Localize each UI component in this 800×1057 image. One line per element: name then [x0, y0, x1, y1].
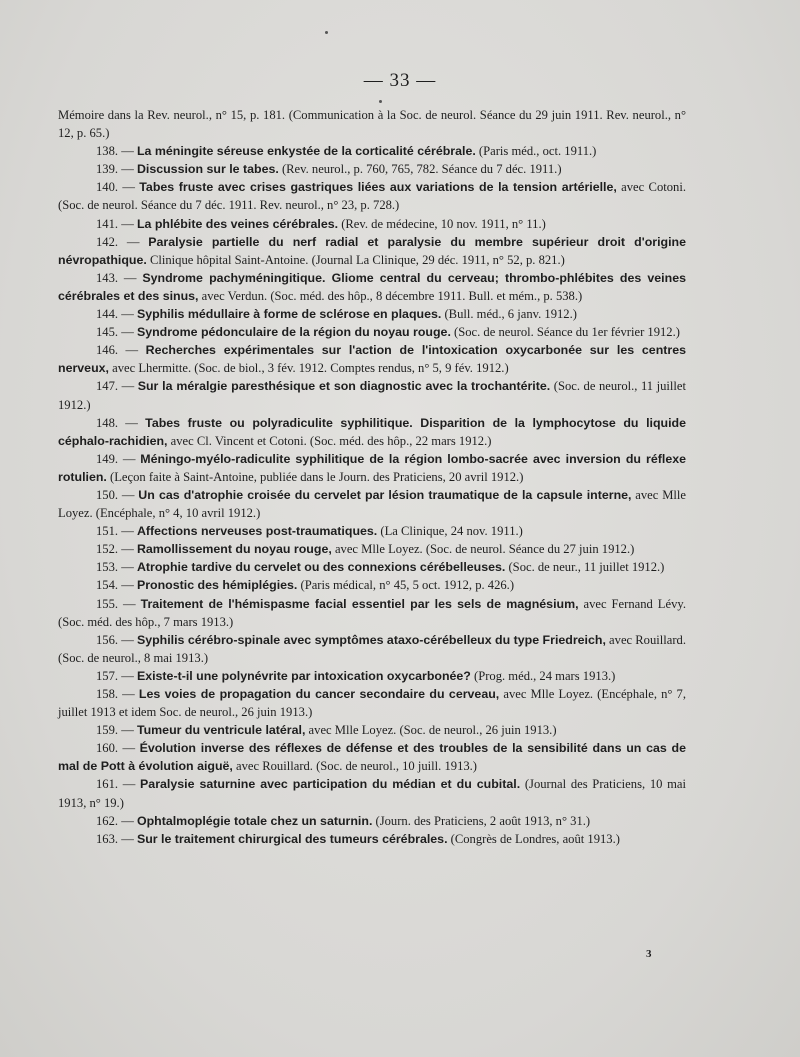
entry-title: Traitement de l'hémispasme facial essentiel par les sels de magnésium, — [140, 596, 579, 611]
entry-title: Ophtalmoplégie totale chez un saturnin. — [136, 813, 373, 828]
entry-number: 146. — — [96, 343, 146, 358]
entry-text: (Paris médical, n° 45, 5 oct. 1912, p. 426.) — [297, 578, 515, 593]
entry-text: (Soc. de neur., 11 juillet 1912.) — [505, 560, 665, 575]
entry-title: La méningite séreuse enkystée de la corticalité cérébrale. — [136, 144, 476, 159]
entry-title: Sur la méralgie paresthésique et son diagnostic avec la trochantérite. — [137, 379, 551, 394]
entry-number: 155. — — [96, 596, 141, 611]
entry-text: Mémoire dans la Rev. neurol., n° 15, p. 181. (Communication à la Soc. de neurol. Séance du 29 juin 1911. Rev. neurol., n° 12, p. 65.) — [58, 108, 686, 141]
entry-text: avec Mlle Loyez. (Soc. de neurol., 26 juin 1913.) — [305, 723, 557, 738]
list-item — [58, 106, 686, 142]
list-item — [58, 631, 686, 667]
entry-title: Pronostic des hémiplégies. — [136, 578, 298, 593]
entry-text: (Leçon faite à Saint-Antoine, publiée dans le Journ. des Praticiens, 20 avril 1912.) — [106, 469, 524, 484]
entry-number: 140. — — [96, 180, 140, 195]
entry-title: Tabes fruste ou polyradiculite syphilitique. Disparition de la lymphocytose du liquide céphalo-rachidien, — [58, 415, 686, 448]
entry-number: 153. — — [96, 560, 137, 575]
entry-title: Un cas d'atrophie croisée du cervelet par lésion traumatique de la capsule interne, — [138, 487, 632, 502]
entry-title: Sur le traitement chirurgical des tumeurs cérébrales. — [136, 831, 448, 846]
list-item — [58, 558, 686, 576]
entry-title: Méningo-myélo-radiculite syphilitique de la région lombo-sacrée avec inversion du réflexe rotulien. — [58, 451, 687, 484]
entry-number: 142. — — [96, 234, 149, 249]
entry-title: Existe-t-il une polynévrite par intoxication oxycarbonée? — [136, 668, 471, 683]
list-item — [58, 576, 686, 594]
list-item — [58, 522, 686, 540]
entry-number: 152. — — [96, 542, 137, 557]
entry-title: Atrophie tardive du cervelet ou des connexions cérébelleuses. — [136, 560, 506, 575]
entry-number: 156. — — [96, 632, 137, 647]
list-item — [58, 305, 686, 323]
entry-text: (Prog. méd., 24 mars 1913.) — [470, 668, 616, 683]
entry-text: (Journ. des Praticiens, 2 août 1913, n° 31.) — [372, 813, 591, 828]
list-item — [58, 414, 686, 450]
entry-number: 163. — — [96, 831, 137, 846]
entry-text: (Journal des Praticiens, 10 mai 1913, n° 19.) — [58, 777, 686, 810]
entry-number: 162. — — [96, 813, 137, 828]
entry-title: Paralysie partielle du nerf radial et paralysie du membre supérieur droit d'origine névropathique. — [58, 234, 686, 267]
entry-text: (Soc. de neurol., 11 juillet 1912.) — [58, 379, 686, 412]
entry-number: 144. — — [96, 307, 137, 322]
list-item — [58, 830, 686, 848]
list-item — [58, 450, 686, 486]
signature-mark: 3 — [646, 948, 652, 960]
entry-title: Tumeur du ventricule latéral, — [136, 723, 306, 738]
list-item — [58, 215, 686, 233]
entry-number: 145. — — [96, 325, 137, 340]
ink-speck — [379, 100, 382, 103]
entry-number: 159. — — [96, 723, 137, 738]
entry-number: 160. — — [96, 741, 140, 756]
list-item — [58, 667, 686, 685]
entry-text: (Rev. neurol., p. 760, 765, 782. Séance du 7 déc. 1911.) — [278, 162, 562, 177]
entry-title: Ramollissement du noyau rouge, — [136, 542, 332, 557]
entry-text: (Soc. de neurol. Séance du 1er février 1912.) — [450, 325, 680, 340]
entry-text: avec Mlle Loyez. (Encéphale, n° 7, juillet 1913 et idem Soc. de neurol., 26 juin 1913.) — [58, 687, 686, 720]
entry-text: avec Cl. Vincent et Cotoni. (Soc. méd. des hôp., 22 mars 1912.) — [167, 433, 492, 448]
list-item — [58, 341, 686, 377]
list-item — [58, 540, 686, 558]
entry-text: avec Mlle Loyez. (Encéphale, n° 4, 10 avril 1912.) — [58, 487, 686, 521]
entry-text: avec Mlle Loyez. (Soc. de neurol. Séance du 27 juin 1912.) — [331, 542, 635, 557]
entry-title: La phlébite des veines cérébrales. — [136, 216, 339, 231]
list-item — [58, 323, 686, 341]
entry-number: 139. — — [96, 162, 137, 177]
entry-number: 154. — — [96, 578, 137, 593]
entry-text: avec Lhermitte. (Soc. de biol., 3 fév. 1912. Comptes rendus, n° 5, 9 fév. 1912.) — [108, 361, 509, 376]
entry-number: 147. — — [96, 379, 138, 394]
entry-number: 151. — — [96, 524, 137, 539]
list-item — [58, 178, 686, 214]
entry-title: Évolution inverse des réflexes de défense et des troubles de la sensibilité dans un cas de mal de Pott à évolution aiguë, — [58, 741, 686, 774]
list-item — [58, 160, 686, 178]
entry-text: (Paris méd., oct. 1911.) — [475, 144, 597, 159]
entry-text: avec Verdun. (Soc. méd. des hôp., 8 décembre 1911. Bull. et mém., p. 538.) — [198, 288, 583, 303]
entry-title: Affections nerveuses post-traumatiques. — [136, 524, 378, 539]
entry-text: avec Fernand Lévy. (Soc. méd. des hôp., 7 mars 1913.) — [58, 596, 686, 629]
entry-title: Recherches expérimentales sur l'action de l'intoxication oxycarbonée sur les centres nerveux, — [58, 343, 686, 376]
entry-title: Les voies de propagation du cancer secondaire du cerveau, — [138, 687, 500, 701]
list-item — [58, 269, 686, 305]
entry-number: 138. — — [96, 144, 137, 159]
bibliography-list — [58, 106, 686, 848]
list-item — [58, 812, 686, 830]
entry-number: 148. — — [96, 415, 146, 430]
entry-number: 141. — — [96, 216, 137, 231]
entry-title: Paralysie saturnine avec participation du médian et du cubital. — [140, 777, 521, 792]
list-item — [58, 486, 686, 522]
list-item — [58, 739, 686, 775]
entry-number: 143. — — [96, 270, 143, 285]
entry-text: (La Clinique, 24 nov. 1911.) — [377, 524, 523, 539]
entry-number: 157. — — [96, 668, 137, 683]
entry-text: (Congrès de Londres, août 1913.) — [447, 831, 620, 846]
entry-title: Discussion sur le tabes. — [136, 162, 279, 177]
list-item — [58, 685, 686, 721]
entry-text: avec Rouillard. (Soc. de neurol., 10 juill. 1913.) — [232, 759, 478, 774]
entry-text: Clinique hôpital Saint-Antoine. (Journal La Clinique, 29 déc. 1911, n° 52, p. 821.) — [146, 252, 565, 267]
entry-number: 158. — — [96, 687, 139, 701]
list-item — [58, 142, 686, 160]
list-item — [58, 377, 686, 413]
list-item — [58, 775, 686, 811]
entry-title: Syndrome pédonculaire de la région du noyau rouge. — [136, 325, 451, 340]
entry-title: Syphilis médullaire à forme de sclérose en plaques. — [136, 307, 442, 322]
entry-number: 149. — — [96, 451, 141, 466]
list-item — [58, 595, 686, 631]
entry-title: Tabes fruste avec crises gastriques liées aux variations de la tension artérielle, — [139, 180, 617, 195]
entry-number: 161. — — [96, 777, 141, 792]
entry-title: Syphilis cérébro-spinale avec symptômes ataxo-cérébelleux du type Friedreich, — [136, 632, 606, 647]
entry-text: avec Rouillard. (Soc. de neurol., 8 mai 1913.) — [58, 632, 686, 665]
list-item — [58, 721, 686, 739]
ink-speck — [325, 31, 328, 34]
entry-title: Syndrome pachyméningitique. Gliome central du cerveau; thrombo-phlébites des veines cérébrales et des sinus, — [58, 270, 686, 303]
entry-text: (Rev. de médecine, 10 nov. 1911, n° 11.) — [338, 216, 546, 231]
entry-number: 150. — — [96, 487, 139, 502]
list-item — [58, 233, 686, 269]
entry-text: avec Cotoni. (Soc. de neurol. Séance du 7 déc. 1911. Rev. neurol., n° 23, p. 728.) — [58, 180, 686, 213]
page-number: — 33 — — [363, 70, 437, 91]
entry-text: (Bull. méd., 6 janv. 1912.) — [441, 307, 577, 322]
